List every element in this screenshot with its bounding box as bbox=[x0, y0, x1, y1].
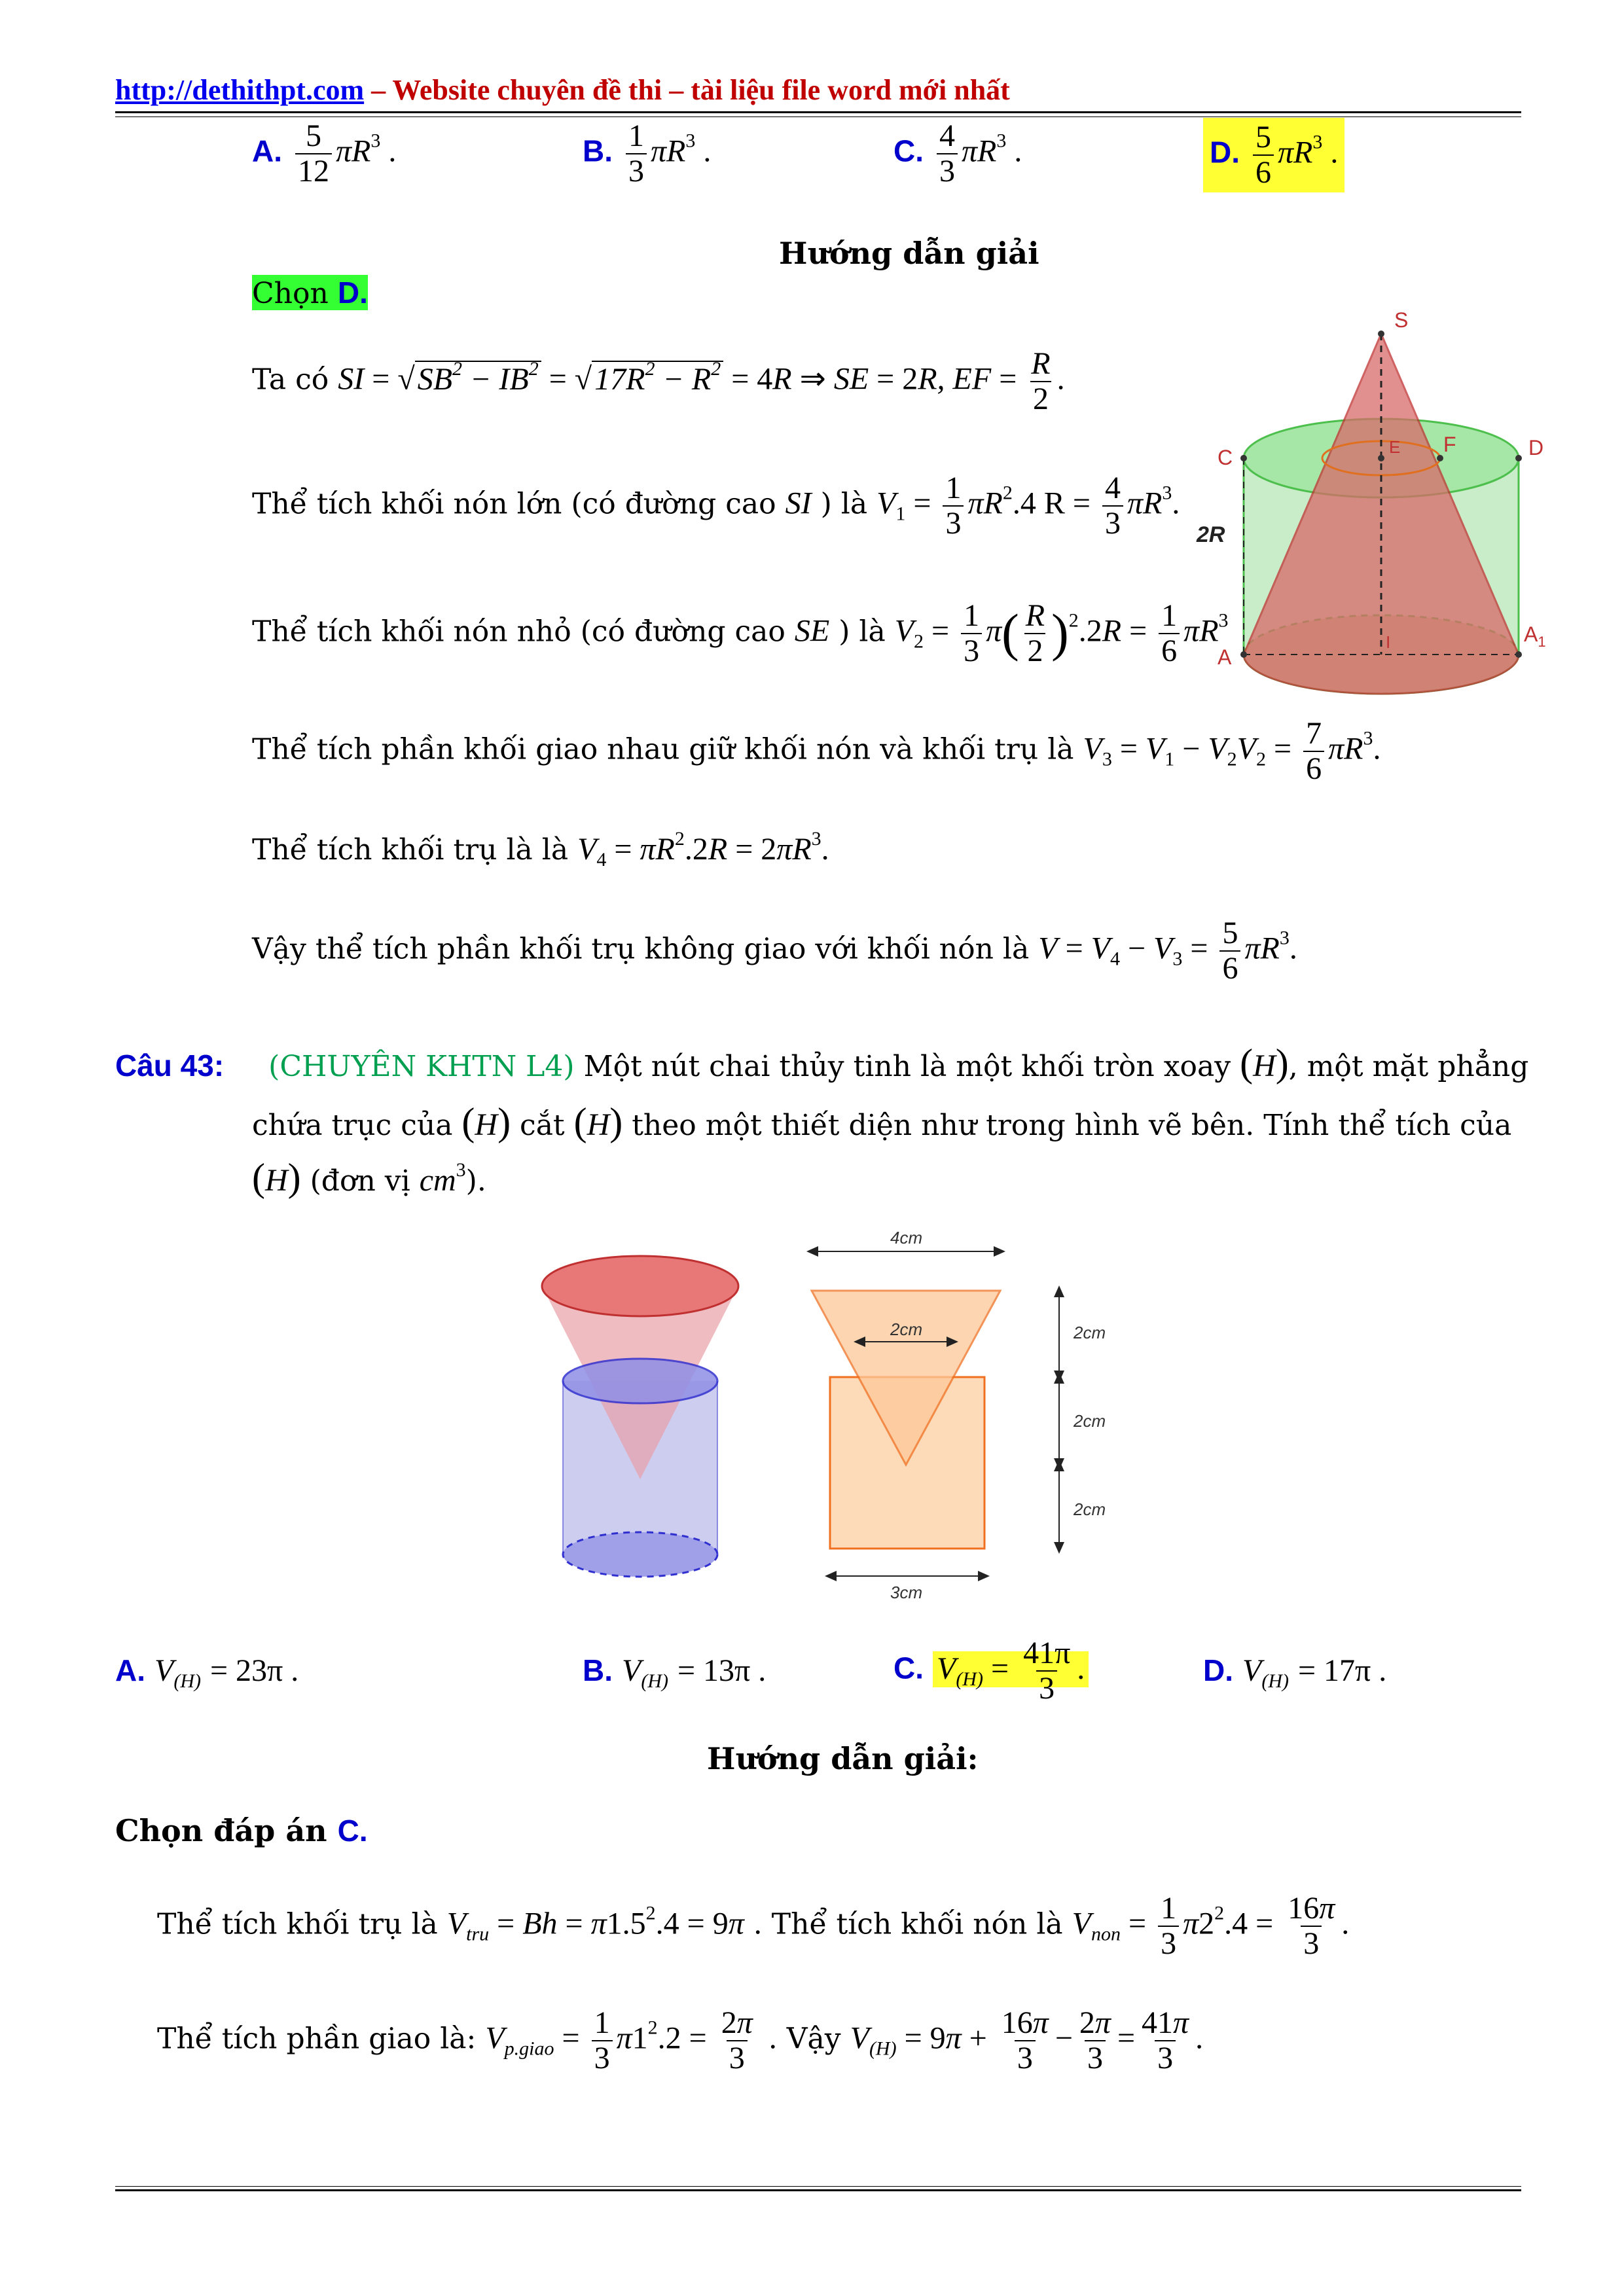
header-text: – Website chuyên đề thi – tài liệu file word mới nhất bbox=[364, 74, 1010, 106]
cylinder-top-3d bbox=[563, 1359, 717, 1403]
footer-rule-thin bbox=[115, 2186, 1521, 2187]
sol42-line4: Thể tích phần khối giao nhau giữ khối nón và khối trụ là $V_3 = V_1 - V_2V_2$ = $\frac{7}{6}$ $\pi R^3$. bbox=[252, 716, 1381, 786]
header-link[interactable]: http://dethithpt.com bbox=[115, 74, 365, 106]
label-A: A bbox=[1218, 645, 1232, 669]
q42-option-d: D. $\frac{5}{6}$ $\pi R^3$ . bbox=[1203, 118, 1344, 192]
sol43-line1: Thể tích khối trụ là $V_{tru} = Bh = \pi 1.5^2.4 = 9\pi$ . Thể tích khối nón là $V_{non}$ = $\frac{1}{3}$ $\pi 2^2.4$ = $\frac{16\pi}{3}$ . bbox=[157, 1891, 1350, 1961]
label-I: I bbox=[1386, 632, 1391, 652]
q43-line3: (H) (đơn vị $cm^3$). bbox=[252, 1156, 486, 1199]
page-header bbox=[115, 73, 1010, 107]
q42-option-a: A. $\frac{5}{12}$ $\pi R^3$ . bbox=[252, 118, 397, 188]
label-E: E bbox=[1389, 437, 1401, 457]
label-A1: $A_1$ bbox=[1524, 622, 1546, 650]
dim-height-3: 2cm bbox=[1074, 1499, 1106, 1519]
q43-line2: chứa trục của (H) cắt (H) theo một thiết diện như trong hình vẽ bên. Tính thể tích của bbox=[252, 1100, 1512, 1143]
choose-answer-42: Chọn D. bbox=[252, 276, 368, 310]
solution-title-42: Hướng dẫn giải bbox=[779, 236, 1039, 271]
label-F: F bbox=[1443, 433, 1456, 456]
footer-rule bbox=[115, 2189, 1521, 2191]
cylinder-bottom-3d bbox=[563, 1532, 717, 1577]
sol42-line1: Ta có SI = $√SB^2 - IB^2 = √17R^2 - R^2 = 4R$ ⇒ SE = 2R, EF = $\frac{R}{2}$ . bbox=[252, 346, 1065, 416]
dim-bottom: 3cm bbox=[890, 1583, 923, 1602]
dim-height-2: 2cm bbox=[1074, 1411, 1106, 1431]
label-C: C bbox=[1218, 446, 1233, 469]
sol42-line3: Thể tích khối nón nhỏ (có đường cao SE ) là $V_2$ = $\frac{1}{3}$ π( $\frac{R}{2}$ )$^2$.2R = $\frac{1}{6}$ $\pi R^3$ bbox=[252, 598, 1229, 668]
cone-cylinder-figure bbox=[1197, 301, 1571, 707]
bottle-stopper-figure bbox=[524, 1217, 1139, 1610]
q42-option-b: B. $\frac{1}{3}$ $\pi R^3$ . bbox=[583, 118, 712, 188]
q42-option-c: C. $\frac{4}{3}$ $\pi R^3$ . bbox=[893, 118, 1022, 188]
q43-option-c: C. $V_{(H)}$ = $\frac{41\pi}{3}$ . bbox=[893, 1636, 1089, 1706]
sol42-line2: Thể tích khối nón lớn (có đường cao SI ) là $V_1$ = $\frac{1}{3}$ $\pi R^2.4$ R = $\frac{4}{3}$ $\pi R^3$. bbox=[252, 471, 1180, 541]
choose-answer-43: Chọn đáp án C. bbox=[115, 1813, 368, 1848]
q43-option-a: A. $V_{(H)} = 23\pi$ . bbox=[115, 1653, 299, 1692]
dim-top: 4cm bbox=[890, 1228, 923, 1247]
q43-option-d: D. $V_{(H)} = 17\pi$ . bbox=[1203, 1653, 1387, 1692]
q43-option-b: B. $V_{(H)} = 13\pi$ . bbox=[583, 1653, 767, 1692]
header-rule bbox=[115, 111, 1521, 113]
sol42-line5: Thể tích khối trụ là là $V_4 = \pi R^2.2R = 2\pi R^3$. bbox=[252, 828, 829, 870]
sol42-line6: Vậy thể tích phần khối trụ không giao với khối nón là $V = V_4 - V_3$ = $\frac{5}{6}$ $\pi R^3$. bbox=[252, 916, 1297, 986]
q43-source: (CHUYÊN KHTN L4) bbox=[268, 1050, 575, 1083]
sol43-line2: Thể tích phần giao là: $V_{p.giao}$ = $\frac{1}{3}$ $\pi 1^2.2$ = $\frac{2\pi}{3}$ . Vậy $V_{(H)} = 9\pi$ + $\frac{16\pi}{3}$ − $\frac{2\pi}{3}$ = $\frac{41\pi}{3}$ . bbox=[157, 2005, 1204, 2075]
dim-height-1: 2cm bbox=[1074, 1323, 1106, 1342]
label-D: D bbox=[1528, 436, 1544, 459]
q43-line1: Câu 43: (CHUYÊN KHTN L4) Một nút chai thủy tinh là một khối tròn xoay (H), một mặt phẳng bbox=[115, 1041, 1529, 1085]
solution-title-43: Hướng dẫn giải: bbox=[707, 1741, 979, 1776]
q43-label: Câu 43: bbox=[115, 1049, 225, 1083]
dim-middle: 2cm bbox=[890, 1319, 923, 1339]
cone-top-3d bbox=[542, 1256, 738, 1316]
label-2R: 2R bbox=[1197, 522, 1225, 547]
label-S: S bbox=[1394, 308, 1409, 332]
